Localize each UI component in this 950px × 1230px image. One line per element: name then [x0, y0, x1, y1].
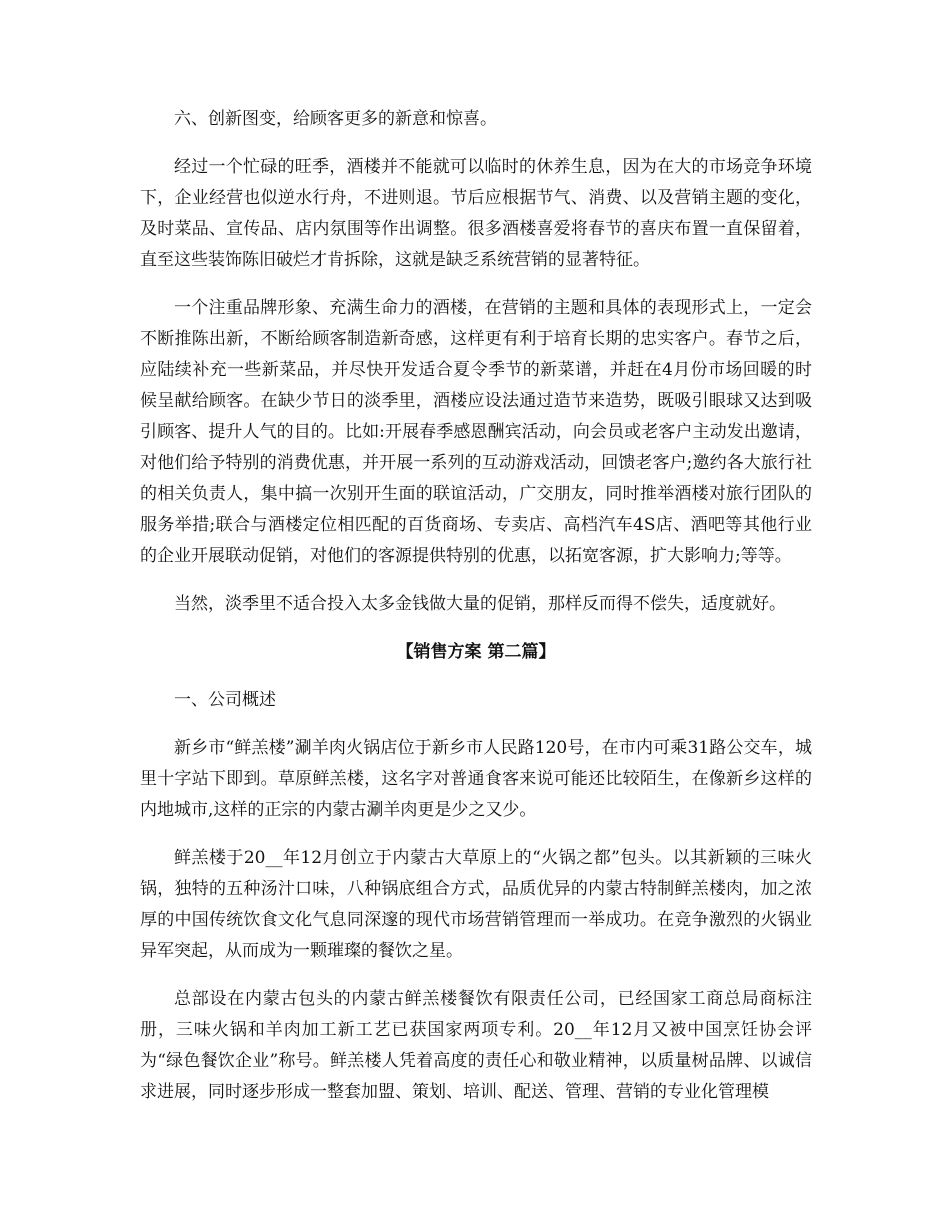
section-title-second-part: 【销售方案 第二篇】	[396, 642, 556, 662]
paragraph: 新乡市“鲜羔楼”涮羊肉火锅店位于新乡市人民路120号，在市内可乘31路公交车，城里十字站下即到。草原鲜羔楼，这名字对普通食客来说可能还比较陌生，在像新乡这样的内地城市,这样的正宗的内蒙古涮羊肉更是少之又少。	[140, 738, 812, 820]
paragraph: 鲜羔楼于20__年12月创立于内蒙古大草原上的“火锅之都”包头。以其新颖的三味火锅，独特的五种汤汁口味，八种锅底组合方式，品质优异的内蒙古特制鲜羔楼肉，加之浓厚的中国传统饮食文化气息同深邃的现代市场营销管理而一举成功。在竞争激烈的火锅业异军突起，从而成为一颗璀璨的餐饮之星。	[140, 848, 812, 961]
paragraph: 当然，淡季里不适合投入太多金钱做大量的促销，那样反而得不偿失，适度就好。	[174, 594, 786, 614]
section-heading-innovation: 六、创新图变，给顾客更多的新意和惊喜。	[174, 109, 497, 129]
document-page	[140, 104, 812, 1125]
paragraph: 总部设在内蒙古包头的内蒙古鲜羔楼餐饮有限责任公司，已经国家工商总局商标注册，三味火锅和羊肉加工新工艺已获国家两项专利。20__年12月又被中国烹饪协会评为“绿色餐饮企业”称号。鲜羔楼人凭着高度的责任心和敬业精神，以质量树品牌、以诚信求进展，同时逐步形成一整套加盟、策划、培训、配送、管理、营销的专业化管理模	[140, 989, 812, 1102]
section-heading-company-overview: 一、公司概述	[174, 690, 276, 710]
paragraph: 一个注重品牌形象、充满生命力的酒楼，在营销的主题和具体的表现形式上，一定会不断推陈出新，不断给顾客制造新奇感，这样更有利于培育长期的忠实客户。春节之后，应陆续补充一些新菜品，并尽快开发适合夏令季节的新菜谱，并赶在4月份市场回暖的时候呈献给顾客。在缺少节日的淡季里，酒楼应设法通过造节来造势，既吸引眼球又达到吸引顾客、提升人气的目的。比如:开展春季感恩酬宾活动，向会员或老客户主动发出邀请，对他们给予特别的消费优惠，并开展一系列的互动游戏活动，回馈老客户;邀约各大旅行社的相关负责人，集中搞一次别开生面的联谊活动，广交朋友，同时推举酒楼对旅行团队的服务举措;联合与酒楼定位相匹配的百货商场、专卖店、高档汽车4S店、酒吧等其他行业的企业开展联动促销，对他们的客源提供特别的优惠，以拓宽客源，扩大影响力;等等。	[140, 298, 812, 566]
paragraph: 经过一个忙碌的旺季，酒楼并不能就可以临时的休养生息，因为在大的市场竞争环境下，企业经营也似逆水行舟，不进则退。节后应根据节气、消费、以及营销主题的变化，及时菜品、宣传品、店内氛围等作出调整。很多酒楼喜爱将春节的喜庆布置一直保留着，直至这些装饰陈旧破烂才肯拆除，这就是缺乏系统营销的显著特征。	[140, 157, 812, 270]
